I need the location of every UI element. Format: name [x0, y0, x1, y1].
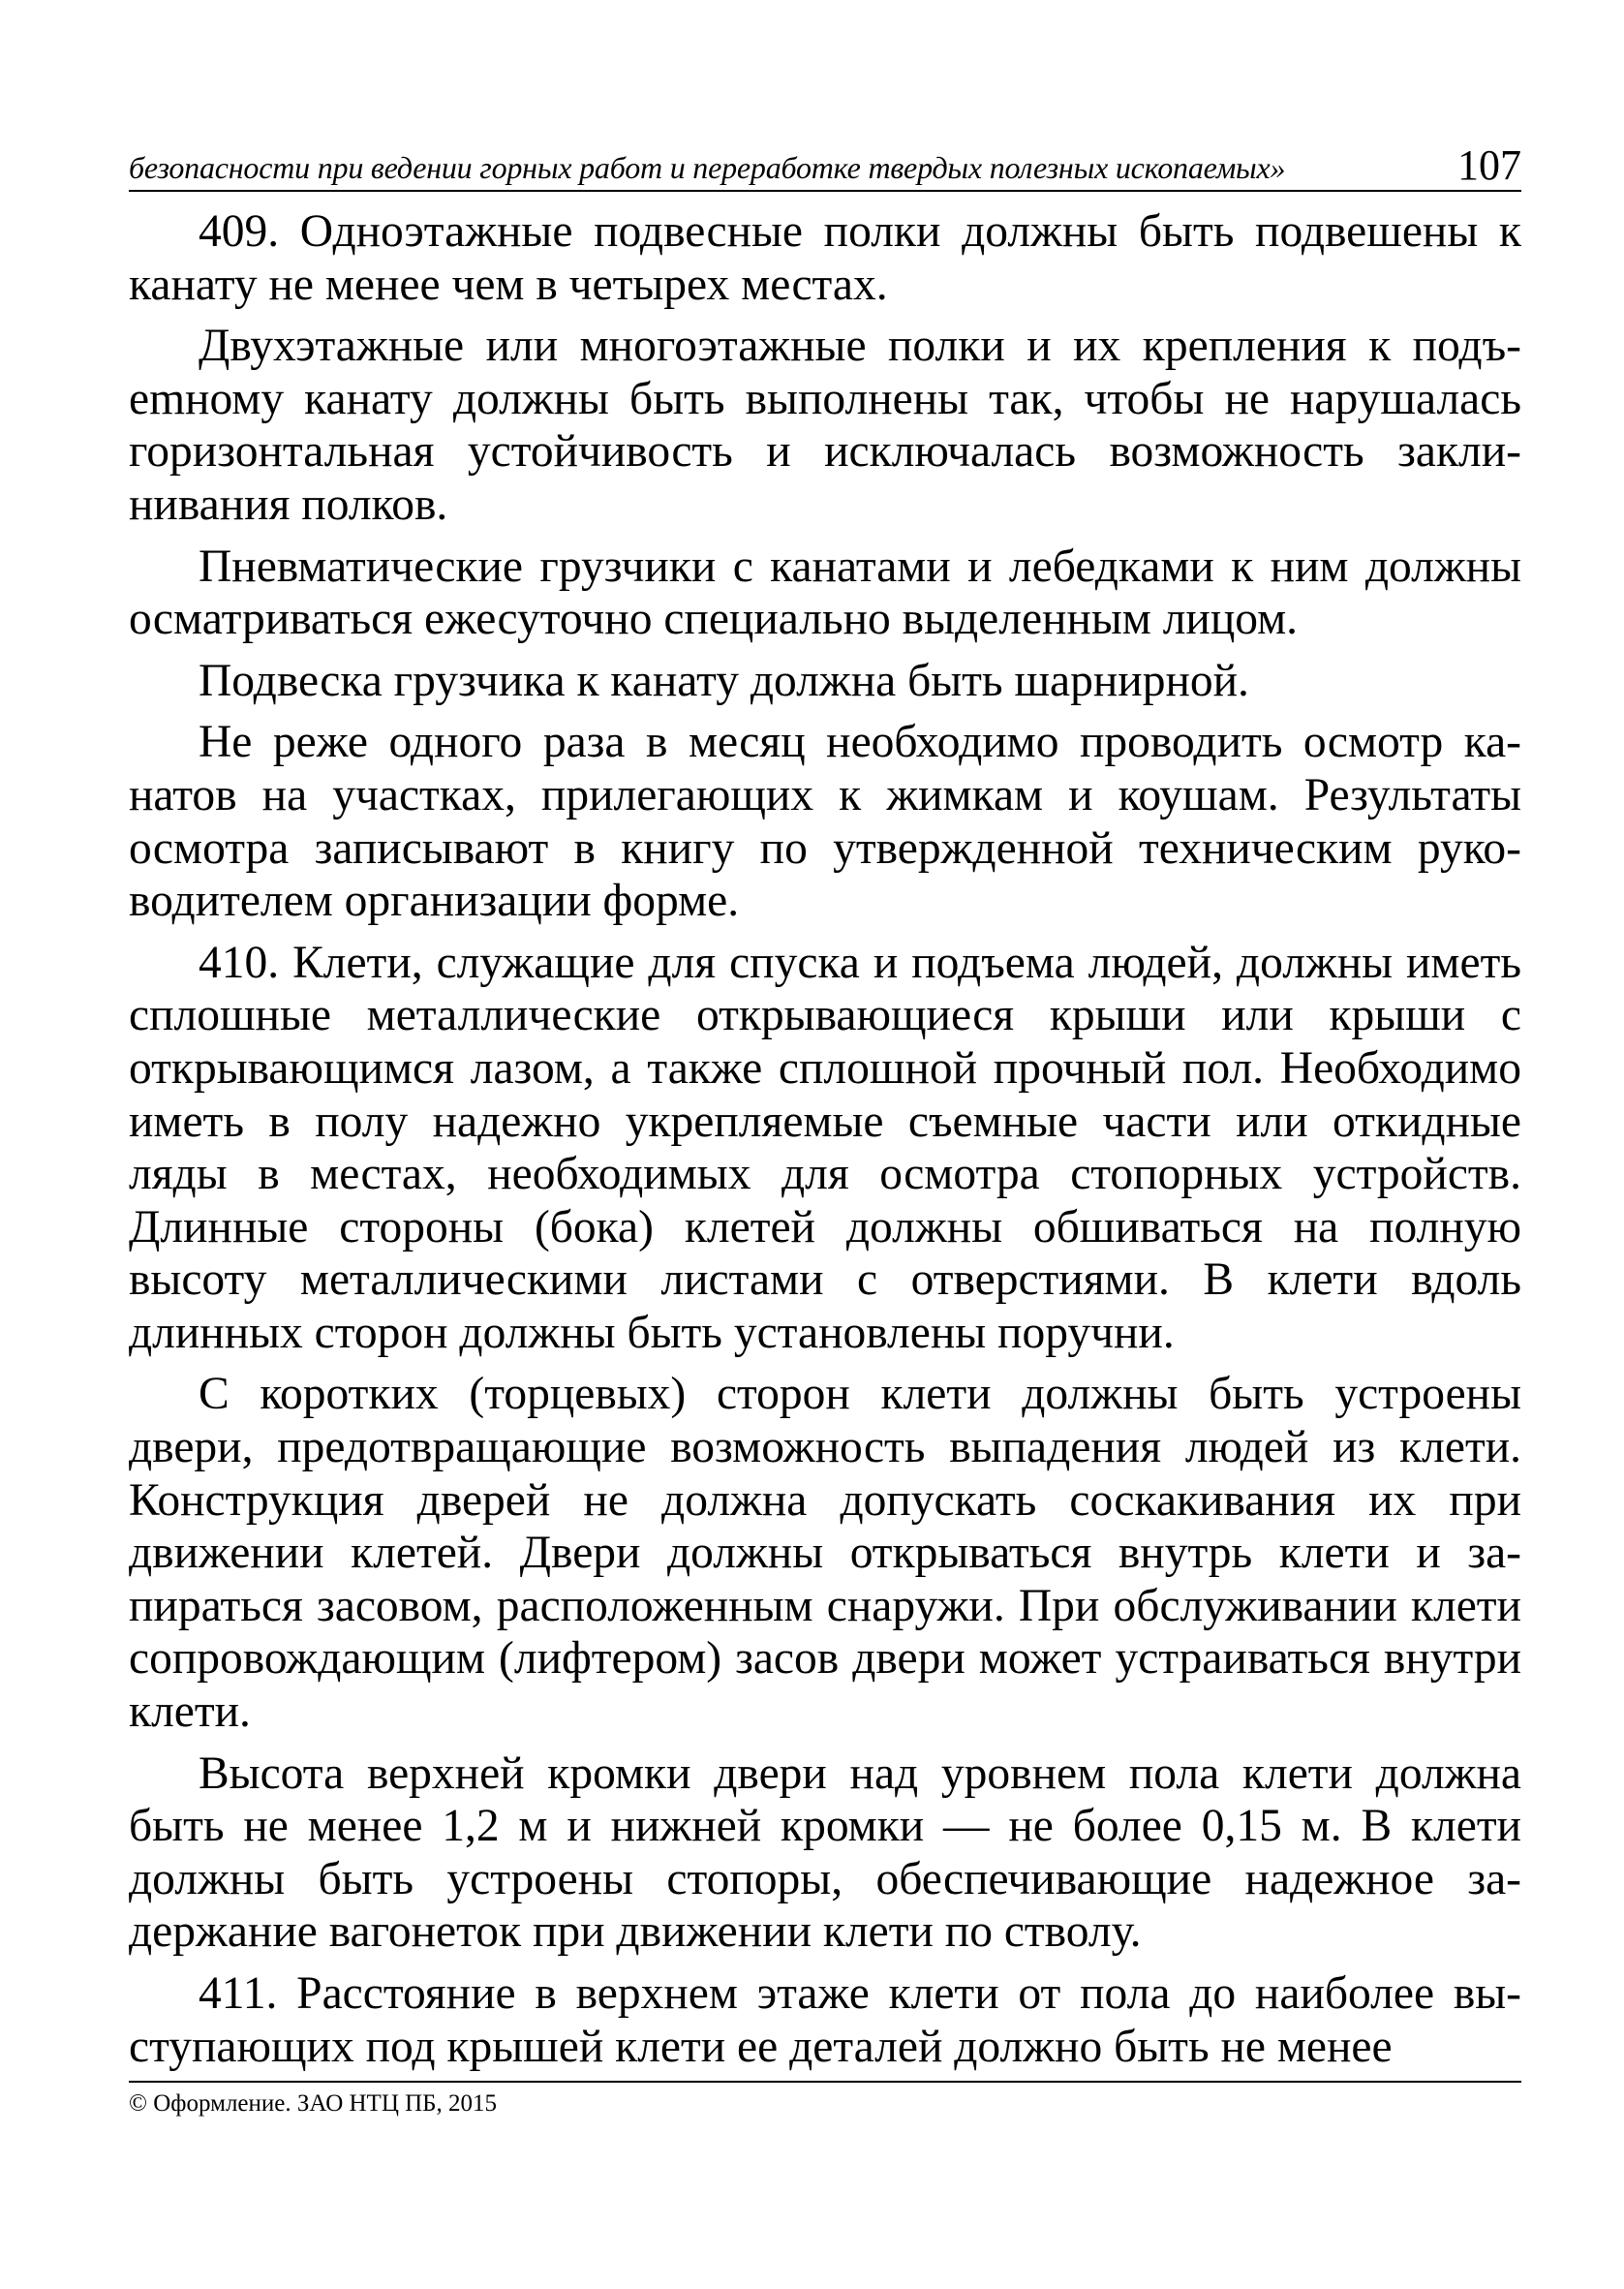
paragraph-loader-suspension: Подвеска грузчика к канату должна быть шарнирной. — [199, 655, 1249, 706]
footer-copyright: © Оформление. ЗАО НТЦ ПБ, 2015 — [129, 2090, 498, 2117]
paragraph-410: 410. Клети, служащие для спуска и подъема людей, должны иметь сплошные металлические открывающиеся крыши или крыши с открывающимся лазом, а также сплошной прочный пол. Необходимо иметь в полу надежно укрепляемые съемные части или откидные ляды в местах, необходимых для осмотра стопорных устройств. Длинные стороны (бока) клетей должны обшиваться на полную высоту металлическими листами с отверстиями. В клети вдоль длинных сторон должны быть установлены поручни. — [129, 937, 1521, 1358]
paragraph-411: 411. Расстояние в верхнем этаже клети от пола до наиболее выступающих под крышей клети ее деталей должно быть не менее — [129, 1968, 1521, 2072]
paragraph-cage-doors: С коротких (торцевых) сторон клети должны быть устроены двери, предотвращающие возможность выпадения людей из клети. Конструкция дверей не должна допускать соскакивания их при движении клетей. Двери должны открываться внутрь клети и запираться засовом, расположенным снаружи. При обслуживании клети сопровождающим (лифтером) засов двери может устраиваться внутри клети. — [129, 1369, 1521, 1738]
page-number: 107 — [1457, 141, 1521, 189]
paragraph-pneumatic-loaders: Пневматические грузчики с канатами и лебедками к ним должны осматриваться ежесуточно специально выделенным лицом. — [129, 541, 1521, 645]
page-body — [129, 205, 1521, 2070]
paragraph-door-height: Высота верхней кромки двери над уровнем пола клети должна быть не менее 1,2 м и нижней кромки — не более 0,15 м. В клети должны быть устроены стопоры, обеспечивающие надежное задержание вагонеток при движении клети по стволу. — [129, 1748, 1521, 1958]
paragraph-409: 409. Одноэтажные подвесные полки должны быть подвешены к канату не менее чем в четырех местах. — [129, 206, 1521, 310]
paragraph-monthly-inspection: Не реже одного раза в месяц необходимо проводить осмотр канатов на участках, прилегающих к жимкам и коушам. Результаты осмотра записывают в книгу по утвержденной техническим руководителем организации форме. — [129, 717, 1521, 927]
running-title: безопасности при ведении горных работ и переработке твердых полезных ископаемых» — [129, 150, 1286, 185]
paragraph-multilevel-shelves: Двухэтажные или многоэтажные полки и их крепления к подъemному канату должны быть выполнены так, чтобы не нарушалась горизонтальная устойчивость и исключалась возможность заклинивания полков. — [129, 321, 1521, 530]
footer-rule — [129, 2081, 1521, 2083]
running-header — [129, 134, 1521, 192]
